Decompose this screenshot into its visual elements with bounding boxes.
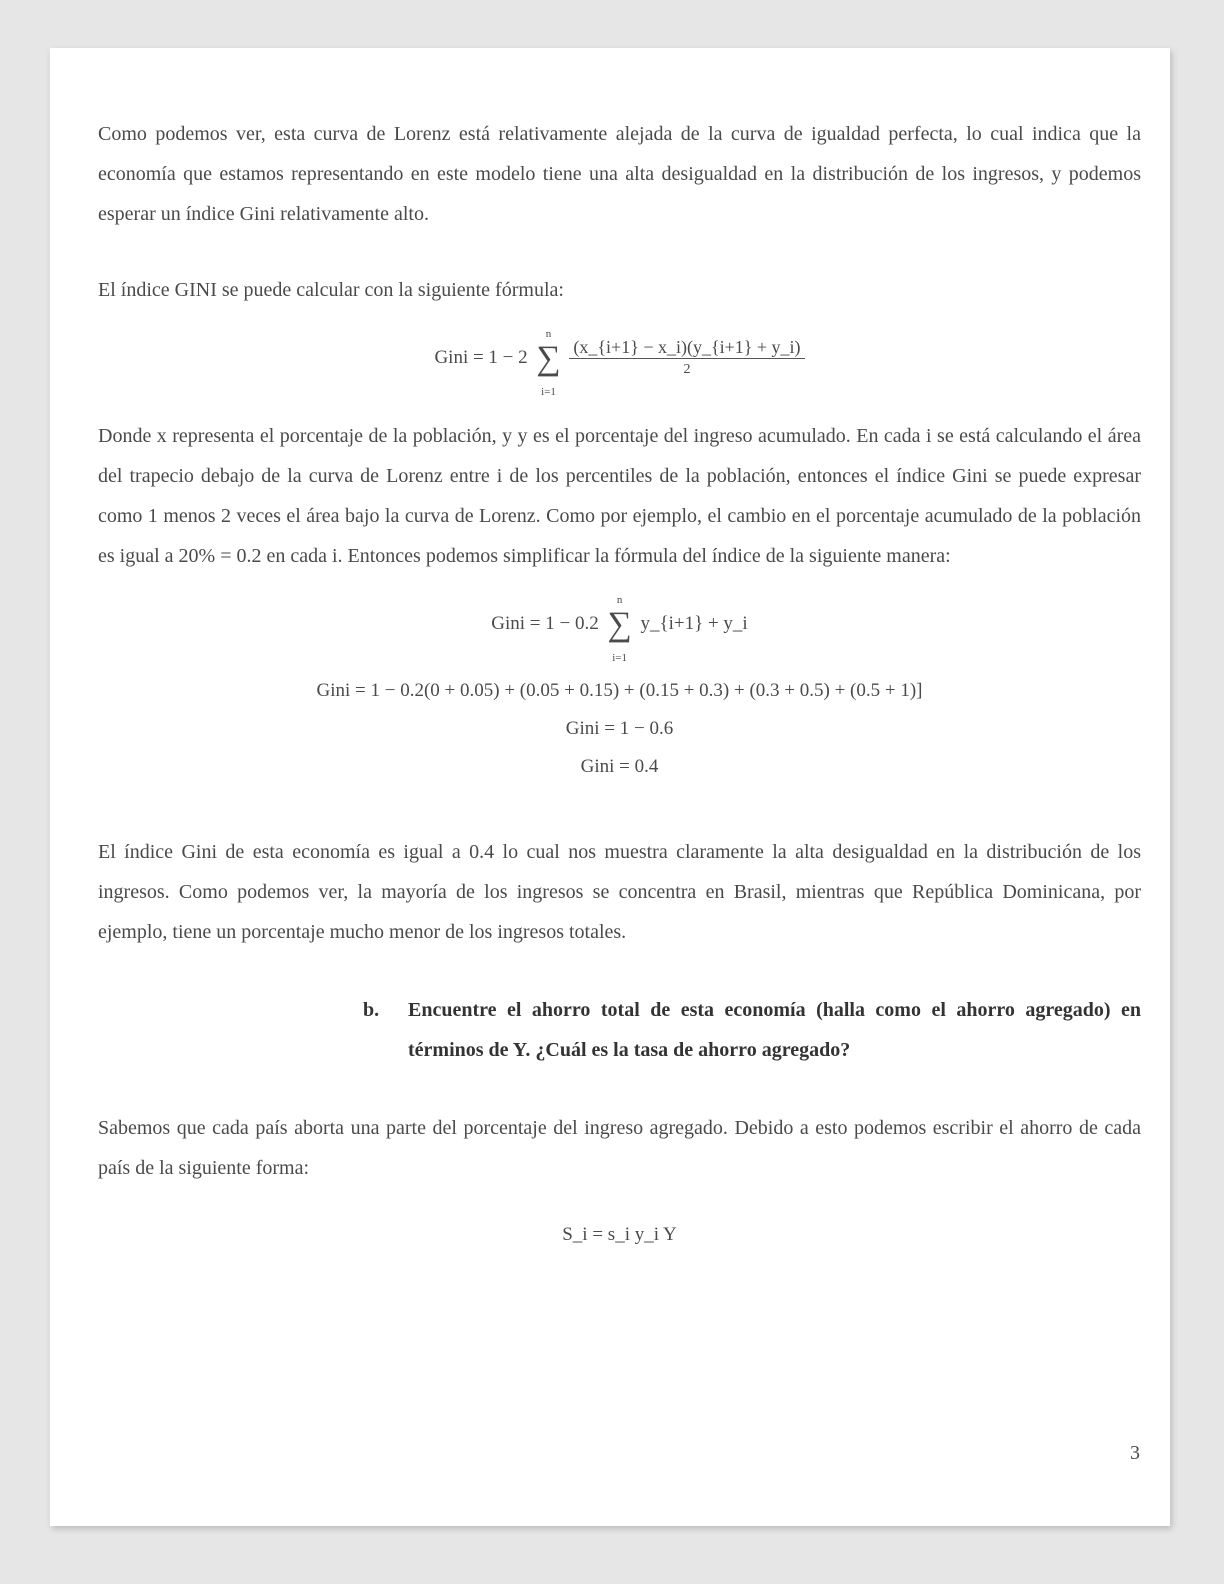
gini-formula-fraction — [569, 336, 804, 381]
sum-upper-limit: n — [545, 327, 552, 340]
gini-calculation-line-1: Gini = 1 − 0.2(0 + 0.05) + (0.05 + 0.15) + (0.15 + 0.3) + (0.3 + 0.5) + (0.5 + 1)] — [316, 680, 923, 701]
paragraph-lorenz-analysis: Como podemos ver, esta curva de Lorenz está relativamente alejada de la curva de igualdad perfecta, lo cual indica que la economía que estamos representando en este modelo tiene una alta desigualdad en la distribución de los ingresos, y podemos esperar un índice Gini relativamente alto. — [98, 123, 1141, 225]
sum-upper-limit: n — [616, 593, 623, 606]
fraction-denominator: 2 — [683, 362, 691, 378]
gini-simplified-lhs: Gini = 1 − 0.2 — [491, 613, 599, 634]
paragraph-gini-explanation: Donde x representa el porcentaje de la población, y y es el porcentaje del ingreso acumulado. En cada i se está calculando el área del trapecio debajo de la curva de Lorenz entre i de los percentiles de la población, entonces el índice Gini se puede expresar como 1 menos 2 veces el área bajo la curva de Lorenz. Como por ejemplo, el cambio en el porcentaje acumulado de la población es igual a 20% = 0.2 en cada i. Entonces podemos simplificar la fórmula del índice de la siguiente manera: — [98, 425, 1141, 567]
gini-formula — [98, 310, 1141, 406]
savings-formula: S_i = s_i y_i Y — [562, 1224, 677, 1245]
gini-calculation-line-3: Gini = 0.4 — [580, 756, 659, 777]
question-text: Encuentre el ahorro total de esta economía (halla como el ahorro agregado) en términos de Y. ¿Cuál es la tasa de ahorro agregado? — [408, 999, 1141, 1061]
sum-lower-limit: i=1 — [612, 651, 627, 664]
page-number: 3 — [1130, 1442, 1140, 1464]
page-content — [98, 114, 1141, 1254]
document-page — [50, 48, 1170, 1526]
fraction-numerator: (x_{i+1} − x_i)(y_{i+1} + y_i) — [569, 336, 804, 359]
paragraph-savings-intro: Sabemos que cada país aborta una parte del porcentaje del ingreso agregado. Debido a esto podemos escribir el ahorro de cada país de la siguiente forma: — [98, 1117, 1141, 1179]
sum-lower-limit: i=1 — [541, 385, 556, 398]
question-b — [363, 990, 1141, 1070]
gini-simplified-rhs: y_{i+1} + y_i — [640, 613, 748, 634]
gini-simplified-formula — [98, 576, 1141, 672]
summation-symbol: ∑ n i=1 — [607, 593, 632, 664]
gini-formula-lhs: Gini = 1 − 2 — [434, 347, 528, 368]
question-marker: b. — [363, 999, 380, 1021]
paragraph-gini-result: El índice Gini de esta economía es igual a 0.4 lo cual nos muestra claramente la alta desigualdad en la distribución de los ingresos. Como podemos ver, la mayoría de los ingresos se concentra en Brasil, mientras que República Dominicana, por ejemplo, tiene un porcentaje mucho menor de los ingresos totales. — [98, 841, 1141, 943]
paragraph-gini-intro: El índice GINI se puede calcular con la siguiente fórmula: — [98, 279, 564, 301]
summation-symbol: ∑ n i=1 — [536, 327, 561, 398]
gini-calculation-line-2: Gini = 1 − 0.6 — [565, 718, 674, 739]
